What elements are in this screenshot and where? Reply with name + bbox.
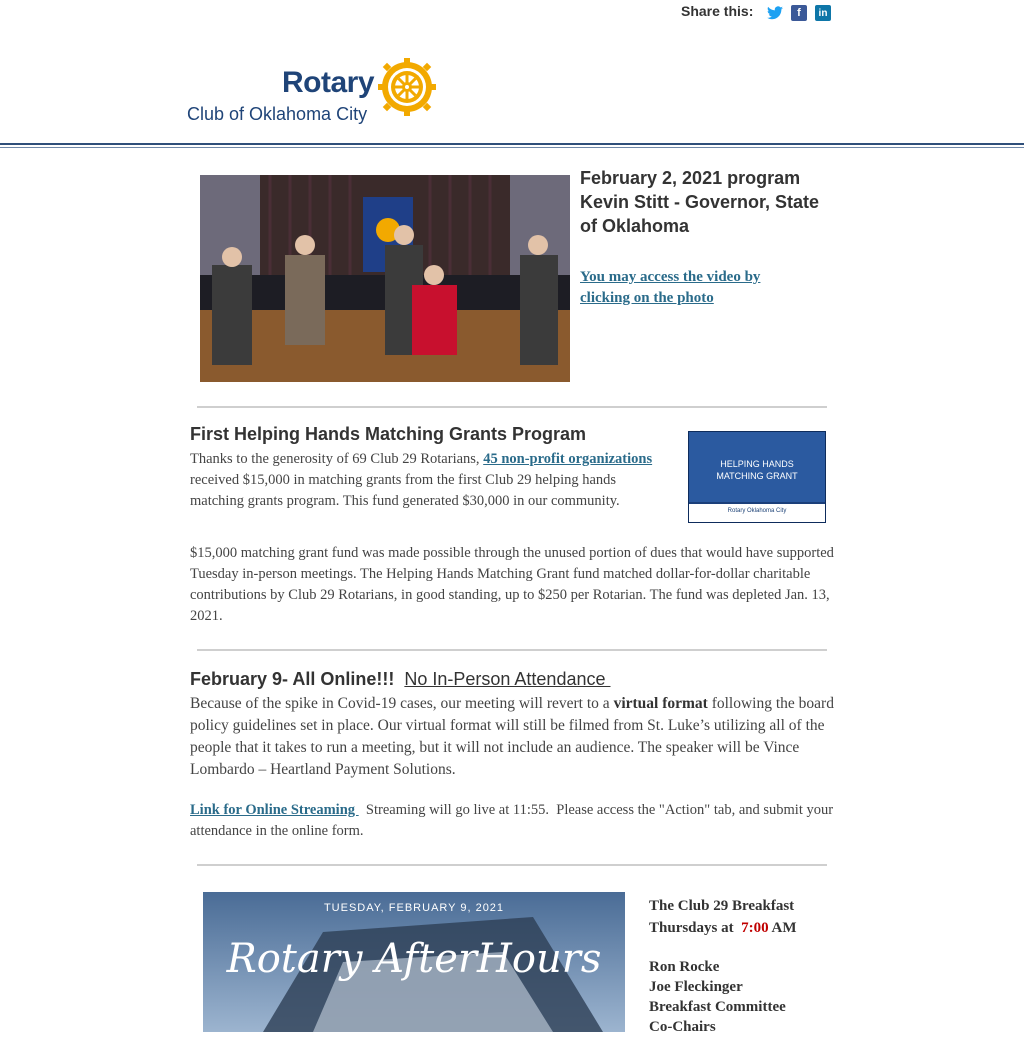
feb9-text-b: following the board policy guidelines set in place. Our virtual format will still be filmed from St. Luke’s utilizing all of the people that it takes to run a meeting, but it will not include an audience. The speaker will be Vince Lombardo – Heartland Payment Solutions.: [190, 695, 834, 778]
program-date: February 2, 2021 program: [580, 168, 801, 188]
feb9-title-b: No In-Person Attendance: [404, 669, 611, 689]
afterhours-image[interactable]: [203, 892, 625, 1032]
streaming-paragraph: [190, 800, 836, 842]
program-heading: [580, 166, 830, 238]
facebook-icon[interactable]: f: [791, 5, 807, 21]
committee-name-1: Ron Rocke: [649, 959, 720, 975]
breakfast-committee: [649, 957, 849, 1037]
breakfast-ampm: AM: [768, 920, 797, 936]
grants-paragraph-2: $15,000 matching grant fund was made possible through the unused portion of dues that would have supported Tuesday in-person meetings. The Helping Hands Matching Grant fund matched dollar-for-dollar charitable contributions by Club 29 Rotarians, in good standing, up to $250 per Rotarian. The fund was depleted Jan. 13, 2021.: [190, 545, 834, 624]
helping-hands-image-footer: Rotary Oklahoma City: [727, 508, 787, 514]
logo-subtitle: Club of Oklahoma City: [187, 104, 368, 124]
rotary-wheel-icon: [376, 56, 438, 118]
breakfast-time: 7:00: [741, 920, 769, 936]
feb9-title-a: February 9- All Online!!!: [190, 669, 405, 689]
breakfast-day: Thursdays at: [649, 920, 742, 936]
header-rule-thin: [0, 147, 1024, 148]
helping-hands-image-title: HELPING HANDS MATCHING GRANT: [716, 459, 798, 481]
feb9-paragraph: [190, 693, 836, 781]
section-divider: [197, 649, 827, 651]
committee-name-4: Co-Chairs: [649, 1019, 716, 1035]
grants-paragraph-1: [190, 449, 670, 512]
afterhours-date: TUESDAY, FEBRUARY 9, 2021: [323, 902, 505, 914]
breakfast-block: [649, 895, 849, 1037]
breakfast-line-2: [649, 917, 849, 939]
streaming-link[interactable]: Link for Online Streaming: [190, 802, 359, 818]
committee-name-3: Breakfast Committee: [649, 999, 786, 1015]
video-link[interactable]: You may access the video by clicking on the photo: [580, 269, 761, 306]
program-photo[interactable]: [200, 175, 570, 382]
feb9-text-bold: virtual format: [613, 695, 708, 712]
linkedin-icon[interactable]: in: [815, 5, 831, 21]
logo-name: Rotary: [282, 66, 375, 99]
afterhours-title: Rotary AfterHours: [226, 936, 602, 982]
grants-text-a: Thanks to the generosity of 69 Club 29 Rotarians,: [190, 451, 484, 467]
header-rule: [0, 143, 1024, 145]
grants-text-b: received $15,000 in matching grants from the first Club 29 helping hands matching grants program. This fund generated $30,000 in our community.: [190, 472, 620, 509]
twitter-icon[interactable]: [767, 5, 783, 21]
feb9-text-a: Because of the spike in Covid-19 cases, our meeting will revert to a: [190, 695, 614, 712]
program-speaker: Kevin Stitt - Governor, State of Oklahoma: [580, 192, 820, 236]
nonprofit-link[interactable]: 45 non-profit organizations: [483, 451, 653, 467]
streaming-text: Streaming will go live at 11:55. Please access the "Action" tab, and submit your attendance in the online form.: [190, 802, 837, 839]
grants-title: First Helping Hands Matching Grants Program: [190, 424, 587, 444]
feb9-title: [190, 669, 611, 690]
breakfast-line-1: The Club 29 Breakfast: [649, 898, 795, 914]
share-label: Share this:: [681, 3, 754, 19]
section-divider: [197, 864, 827, 866]
committee-name-2: Joe Fleckinger: [649, 979, 743, 995]
helping-hands-image[interactable]: [688, 431, 826, 523]
section-divider: [197, 406, 827, 408]
